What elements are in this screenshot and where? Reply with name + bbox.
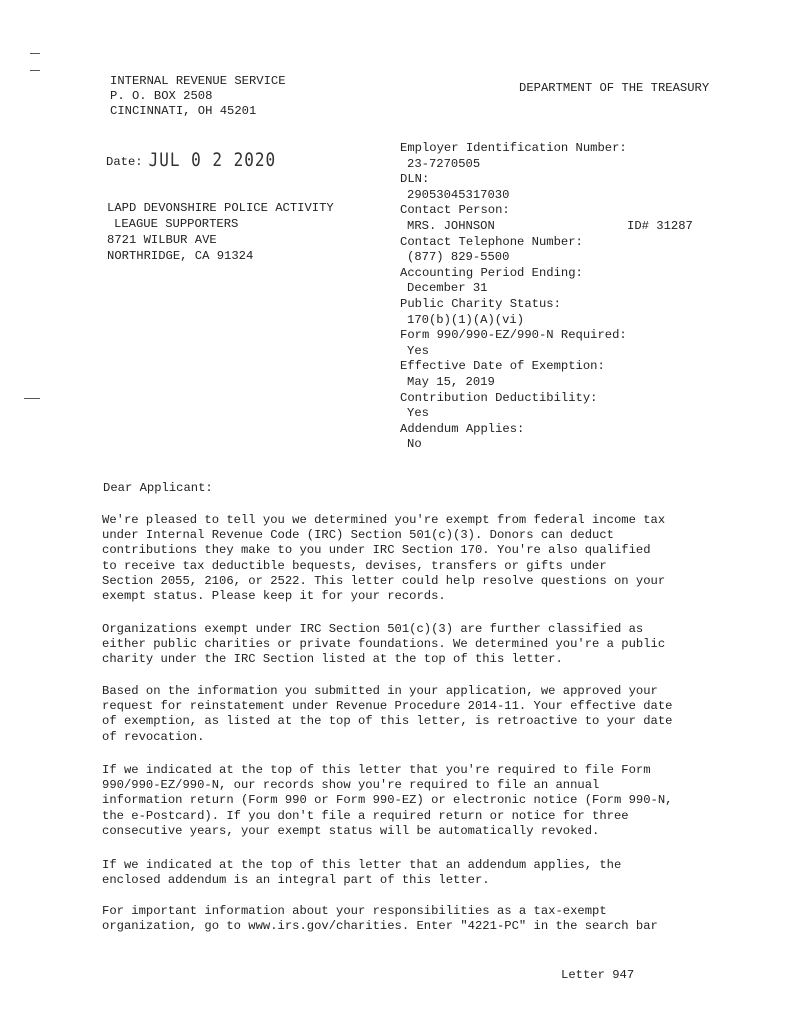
details-column — [400, 141, 693, 453]
paragraph-line: under Internal Revenue Code (IRC) Section 501(c)(3). Donors can deduct — [102, 528, 614, 543]
paragraph-line: If we indicated at the top of this letter that an addendum applies, the — [102, 858, 622, 872]
addendum-label: Addendum Applies: — [400, 421, 525, 436]
paragraph-line: Section 2055, 2106, or 2522. This letter could help resolve questions on your — [102, 573, 666, 588]
paragraph-line: either public charities or private foundations. We determined you're a public — [102, 637, 666, 652]
ein-value: 23-7270505 — [407, 156, 481, 171]
paragraph-line: If we indicated at the top of this letter that you're required to file Form — [102, 763, 651, 777]
accounting-period-label: Accounting Period Ending: — [400, 265, 583, 280]
recipient-name-line2: LEAGUE SUPPORTERS — [114, 217, 239, 231]
sender-po-box: P. O. BOX 2508 — [110, 89, 213, 104]
date-line — [106, 148, 277, 171]
paragraph-line: charity under the IRC Section listed at the top of this letter. — [102, 652, 563, 667]
accounting-period-value: December 31 — [407, 281, 488, 296]
date-stamp: JUL 0 2 2020 — [148, 148, 277, 171]
effective-date-value: May 15, 2019 — [407, 374, 495, 389]
sender-city: CINCINNATI, OH 45201 — [110, 104, 257, 119]
paragraph-line: consecutive years, your exempt status will be automatically revoked. — [102, 823, 600, 838]
recipient-street: 8721 WILBUR AVE — [107, 233, 217, 247]
charity-status-label: Public Charity Status: — [400, 296, 561, 311]
paragraph-responsibilities — [102, 904, 712, 934]
paragraph-exemption — [102, 513, 712, 604]
margin-mark-top-2 — [30, 70, 40, 71]
paragraph-line: contributions they make to you under IRC Section 170. You're also qualified — [102, 543, 651, 558]
addendum-value: No — [407, 437, 422, 452]
sender-address — [110, 74, 286, 120]
contact-phone-label: Contact Telephone Number: — [400, 234, 583, 249]
paragraph-classification — [102, 622, 712, 668]
paragraph-line: For important information about your responsibilities as a tax-exempt — [102, 904, 607, 918]
paragraph-line: 990/990-EZ/990-N, our records show you're required to file an annual — [102, 778, 600, 793]
date-label: Date: — [106, 155, 143, 169]
salutation: Dear Applicant: — [103, 481, 213, 495]
paragraph-line: of revocation. — [102, 729, 205, 744]
form-required-value: Yes — [407, 343, 429, 358]
contact-person-name: MRS. JOHNSON — [407, 218, 495, 233]
form-required-label: Form 990/990-EZ/990-N Required: — [400, 328, 627, 343]
margin-mark-top-1 — [30, 53, 40, 54]
paragraph-line: Organizations exempt under IRC Section 501(c)(3) are further classified as — [102, 622, 644, 636]
paragraph-line: of exemption, as listed at the top of this letter, is retroactive to your date — [102, 714, 673, 729]
paragraph-line: Based on the information you submitted in your application, we approved your — [102, 684, 658, 698]
margin-mark-fold — [24, 398, 40, 399]
recipient-address — [107, 200, 334, 264]
deductibility-label: Contribution Deductibility: — [400, 390, 598, 405]
contact-phone-value: (877) 829-5500 — [407, 250, 510, 265]
paragraph-line: information return (Form 990 or Form 990-EZ) or electronic notice (Form 990-N, — [102, 793, 673, 808]
paragraph-reinstatement — [102, 684, 712, 745]
paragraph-line: We're pleased to tell you we determined you're exempt from federal income tax — [102, 513, 666, 527]
dln-value: 29053045317030 — [407, 187, 510, 202]
paragraph-addendum — [102, 858, 712, 888]
paragraph-line: enclosed addendum is an integral part of this letter. — [102, 873, 490, 888]
paragraph-line: the e-Postcard). If you don't file a required return or notice for three — [102, 808, 629, 823]
contact-person-label: Contact Person: — [400, 203, 510, 218]
effective-date-label: Effective Date of Exemption: — [400, 359, 605, 374]
letter-number: Letter 947 — [561, 968, 635, 982]
deductibility-value: Yes — [407, 406, 429, 421]
recipient-name-line1: LAPD DEVONSHIRE POLICE ACTIVITY — [107, 201, 334, 215]
paragraph-filing-requirement — [102, 763, 712, 839]
contact-person-id: ID# 31287 — [627, 218, 693, 233]
paragraph-line: organization, go to www.irs.gov/charities. Enter "4221-PC" in the search bar — [102, 919, 658, 934]
sender-agency: INTERNAL REVENUE SERVICE — [110, 74, 286, 88]
charity-status-value: 170(b)(1)(A)(vi) — [407, 312, 525, 327]
recipient-city: NORTHRIDGE, CA 91324 — [107, 249, 254, 263]
department-name: DEPARTMENT OF THE TREASURY — [519, 81, 710, 95]
paragraph-line: request for reinstatement under Revenue Procedure 2014-11. Your effective date — [102, 699, 673, 714]
paragraph-line: exempt status. Please keep it for your records. — [102, 589, 446, 604]
ein-label: Employer Identification Number: — [400, 141, 627, 155]
paragraph-line: to receive tax deductible bequests, devises, transfers or gifts under — [102, 558, 607, 573]
contact-person-value — [400, 218, 693, 235]
dln-label: DLN: — [400, 172, 430, 187]
